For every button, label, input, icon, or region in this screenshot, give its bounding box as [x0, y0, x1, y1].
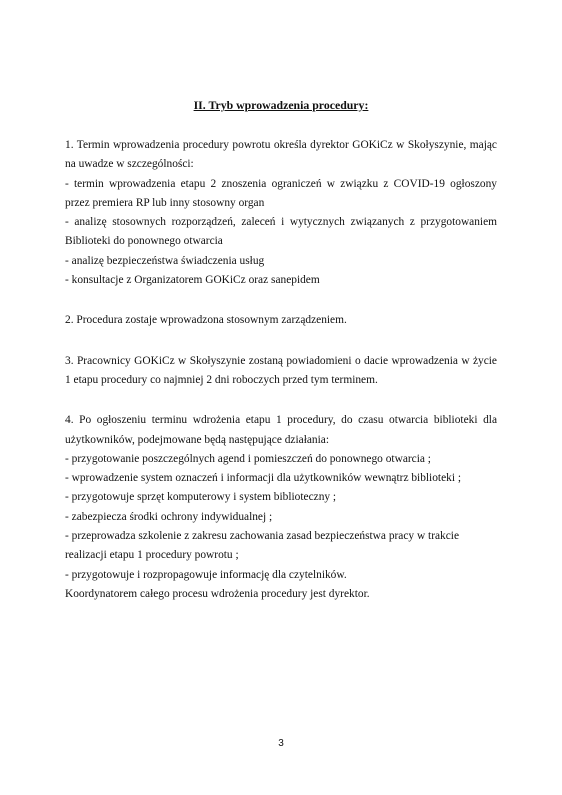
text-line: Koordynatorem całego procesu wdrożenia procedury jest dyrektor.: [65, 587, 370, 600]
paragraph-1: [65, 136, 497, 290]
text-line: - wprowadzenie system oznaczeń i informacji dla użytkowników wewnątrz biblioteki ;: [65, 472, 462, 485]
text-line: 4. Po ogłoszeniu terminu wdrożenia etapu 1 procedury, do czasu otwarcia biblioteki dla: [65, 414, 497, 427]
text-line: - analizę bezpieczeństwa świadczenia usług: [65, 254, 265, 267]
text-line: - przygotowuje sprzęt komputerowy i system biblioteczny ;: [65, 491, 337, 504]
text-line: 3. Pracownicy GOKiCz w Skołyszynie zostaną powiadomieni o dacie wprowadzenia w życie: [65, 354, 497, 367]
paragraph-2: [65, 311, 497, 330]
paragraph-4: [65, 411, 497, 604]
text-line: 1. Termin wprowadzenia procedury powrotu określa dyrektor GOKiCz w Skołyszynie, mając: [65, 139, 497, 151]
text-line: - analizę stosownych rozporządzeń, zaleceń i wytycznych związanych z przygotowaniem: [65, 216, 497, 229]
document-body: [65, 98, 497, 625]
text-line: - przygotowanie poszczególnych agend i pomieszczeń do ponownego otwarcia ;: [65, 452, 431, 465]
text-line: - zabezpiecza środki ochrony indywidualnej ;: [65, 510, 273, 523]
text-line: użytkowników, podejmowane będą następujące działania:: [65, 433, 329, 446]
paragraph-3: [65, 352, 497, 391]
text-line: realizacji etapu 1 procedury powrotu ;: [65, 549, 239, 562]
text-line: 2. Procedura zostaje wprowadzona stosownym zarządzeniem.: [65, 314, 347, 327]
text-line: - przeprowadza szkolenie z zakresu zachowania zasad bezpieczeństwa pracy w trakcie: [65, 530, 460, 543]
text-line: przez premiera RP lub inny stosowny organ: [65, 196, 265, 209]
text-line: na uwadze w szczególności:: [65, 158, 194, 171]
text-line: Biblioteki do ponownego otwarcia: [65, 235, 223, 248]
text-line: - konsultacje z Organizatorem GOKiCz oraz sanepidem: [65, 274, 320, 287]
text-line: 1 etapu procedury co najmniej 2 dni roboczych przed tym terminem.: [65, 373, 378, 386]
page-number: 3: [278, 738, 284, 749]
text-line: - termin wprowadzenia etapu 2 znoszenia ograniczeń w związku z COVID-19 ogłoszony: [65, 177, 497, 190]
section-heading: II. Tryb wprowadzenia procedury:: [193, 98, 369, 112]
text-line: - przygotowuje i rozpropagowuje informację dla czytelników.: [65, 568, 347, 581]
